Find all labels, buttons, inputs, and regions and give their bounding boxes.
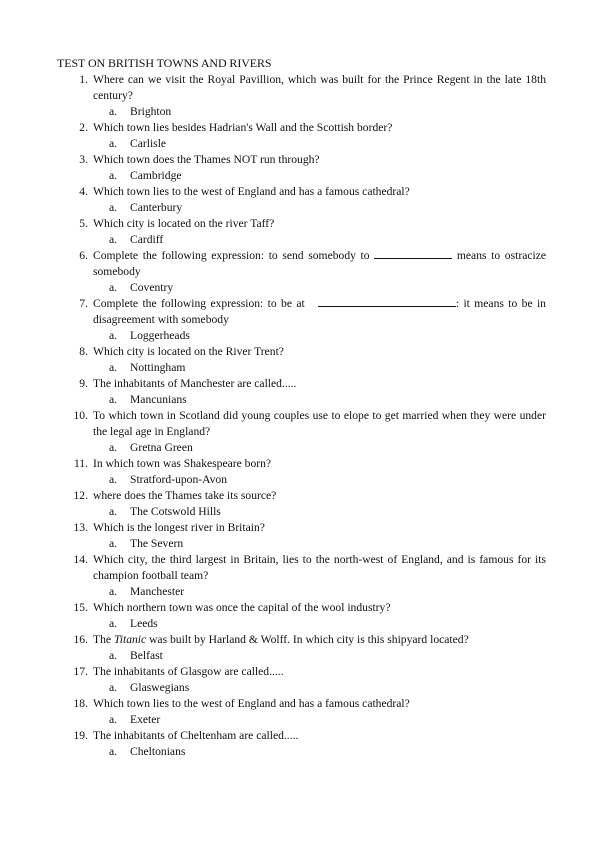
page-title: TEST ON BRITISH TOWNS AND RIVERS <box>57 56 272 70</box>
answer-letter: a. <box>108 441 117 454</box>
question-item <box>56 296 546 344</box>
answer-letter: a. <box>108 281 117 294</box>
answer-letter: a. <box>108 329 117 342</box>
answer-text: Cambridge <box>130 169 182 182</box>
question-text: Which is the longest river in Britain? <box>93 521 265 534</box>
answer-letter: a. <box>108 649 117 662</box>
answer-text: Exeter <box>130 713 161 726</box>
question-item <box>56 728 546 760</box>
ship-name: Titanic <box>113 633 147 646</box>
question-item <box>56 664 546 696</box>
answer-letter: a. <box>108 505 117 518</box>
answer-text: The Severn <box>130 537 184 550</box>
question-text: Which town lies to the west of England and has a famous cathedral? <box>93 185 410 198</box>
question-item <box>56 248 546 296</box>
question-number: 13. <box>73 521 88 534</box>
answer-text: Coventry <box>130 281 174 294</box>
answer-text: Carlisle <box>130 137 167 150</box>
question-number: 9. <box>79 377 88 390</box>
question-item <box>56 216 546 248</box>
question-text-end: : it means to be in disagreement with somebody <box>93 297 546 326</box>
question-text: Where can we visit the Royal Pavillion, which was built for the Prince Regent in the late 18th century? <box>93 73 546 102</box>
answer-letter: a. <box>108 745 117 758</box>
question-number: 14. <box>73 553 88 566</box>
question-list <box>56 72 546 760</box>
answer-text: Canterbury <box>130 201 183 214</box>
question-text: where does the Thames take its source? <box>93 489 277 502</box>
question-number: 10. <box>73 409 88 422</box>
question-number: 3. <box>79 153 88 166</box>
answer-text: Stratford-upon-Avon <box>130 473 228 486</box>
answer-letter: a. <box>108 585 117 598</box>
question-text: Which city is located on the River Trent? <box>93 345 284 358</box>
question-text <box>93 632 546 648</box>
question-text-start: The <box>93 633 112 646</box>
answer-text: Loggerheads <box>130 329 190 342</box>
question-text: Which city is located on the river Taff? <box>93 217 275 230</box>
answer-letter: a. <box>108 473 117 486</box>
question-number: 17. <box>73 665 88 678</box>
question-text <box>93 248 546 280</box>
question-text <box>93 296 546 328</box>
question-item <box>56 184 546 216</box>
question-number: 4. <box>79 185 88 198</box>
question-text: The inhabitants of Manchester are called..... <box>93 377 297 390</box>
answer-letter: a. <box>108 201 117 214</box>
answer-letter: a. <box>108 169 117 182</box>
question-text: The inhabitants of Cheltenham are called..... <box>93 729 299 742</box>
question-number: 19. <box>73 729 88 742</box>
question-item <box>56 376 546 408</box>
question-item <box>56 72 546 120</box>
question-text: Which town does the Thames NOT run through? <box>93 153 320 166</box>
question-text-start: Complete the following expression: to send somebody to <box>93 249 370 262</box>
question-text-start: Complete the following expression: to be at <box>93 297 305 310</box>
answer-text: Cardiff <box>130 233 164 246</box>
question-text: Which city, the third largest in Britain, lies to the north-west of England, and is famous for its champion football team? <box>93 553 546 582</box>
fill-in-blank <box>374 248 452 259</box>
question-item <box>56 408 546 456</box>
question-number: 12. <box>73 489 88 502</box>
question-item <box>56 520 546 552</box>
question-text-end: was built by Harland & Wolff. In which city is this shipyard located? <box>149 633 469 646</box>
answer-letter: a. <box>108 681 117 694</box>
question-item <box>56 120 546 152</box>
answer-letter: a. <box>108 105 117 118</box>
answer-letter: a. <box>108 537 117 550</box>
question-number: 11. <box>73 457 88 470</box>
question-text: The inhabitants of Glasgow are called..... <box>93 665 284 678</box>
question-item <box>56 632 546 664</box>
answer-letter: a. <box>108 713 117 726</box>
question-number: 2. <box>79 121 88 134</box>
answer-letter: a. <box>108 233 117 246</box>
question-item <box>56 152 546 184</box>
answer-text: Glaswegians <box>130 681 190 694</box>
answer-text: Mancunians <box>130 393 187 406</box>
question-number: 5. <box>79 217 88 230</box>
question-number: 8. <box>79 345 88 358</box>
question-number: 1. <box>79 73 88 86</box>
answer-text: Leeds <box>130 617 158 630</box>
question-number: 16. <box>73 633 88 646</box>
question-item <box>56 344 546 376</box>
answer-letter: a. <box>108 393 117 406</box>
question-text: Which town lies besides Hadrian's Wall and the Scottish border? <box>93 121 393 134</box>
answer-text: Manchester <box>130 585 185 598</box>
answer-text: Gretna Green <box>130 441 193 454</box>
question-item <box>56 696 546 728</box>
question-item <box>56 552 546 600</box>
question-item <box>56 456 546 488</box>
question-text: Which northern town was once the capital of the wool industry? <box>93 601 391 614</box>
question-item <box>56 488 546 520</box>
question-number: 7. <box>79 297 88 310</box>
question-text: In which town was Shakespeare born? <box>93 457 272 470</box>
answer-letter: a. <box>108 137 117 150</box>
question-text: Which town lies to the west of England and has a famous cathedral? <box>93 697 410 710</box>
question-number: 6. <box>79 249 88 262</box>
question-text-end: means to ostracize somebody <box>93 249 547 278</box>
answer-text: Cheltonians <box>130 745 186 758</box>
answer-text: Brighton <box>130 105 172 118</box>
answer-text: The Cotswold Hills <box>130 505 221 518</box>
question-text: To which town in Scotland did young couples use to elope to get married when they were under the legal age in England? <box>93 409 546 438</box>
answer-text: Belfast <box>130 649 163 662</box>
question-number: 18. <box>73 697 88 710</box>
answer-letter: a. <box>108 617 117 630</box>
question-item <box>56 600 546 632</box>
question-number: 15. <box>73 601 88 614</box>
fill-in-blank <box>318 296 456 307</box>
answer-text: Nottingham <box>130 361 186 374</box>
answer-letter: a. <box>108 361 117 374</box>
